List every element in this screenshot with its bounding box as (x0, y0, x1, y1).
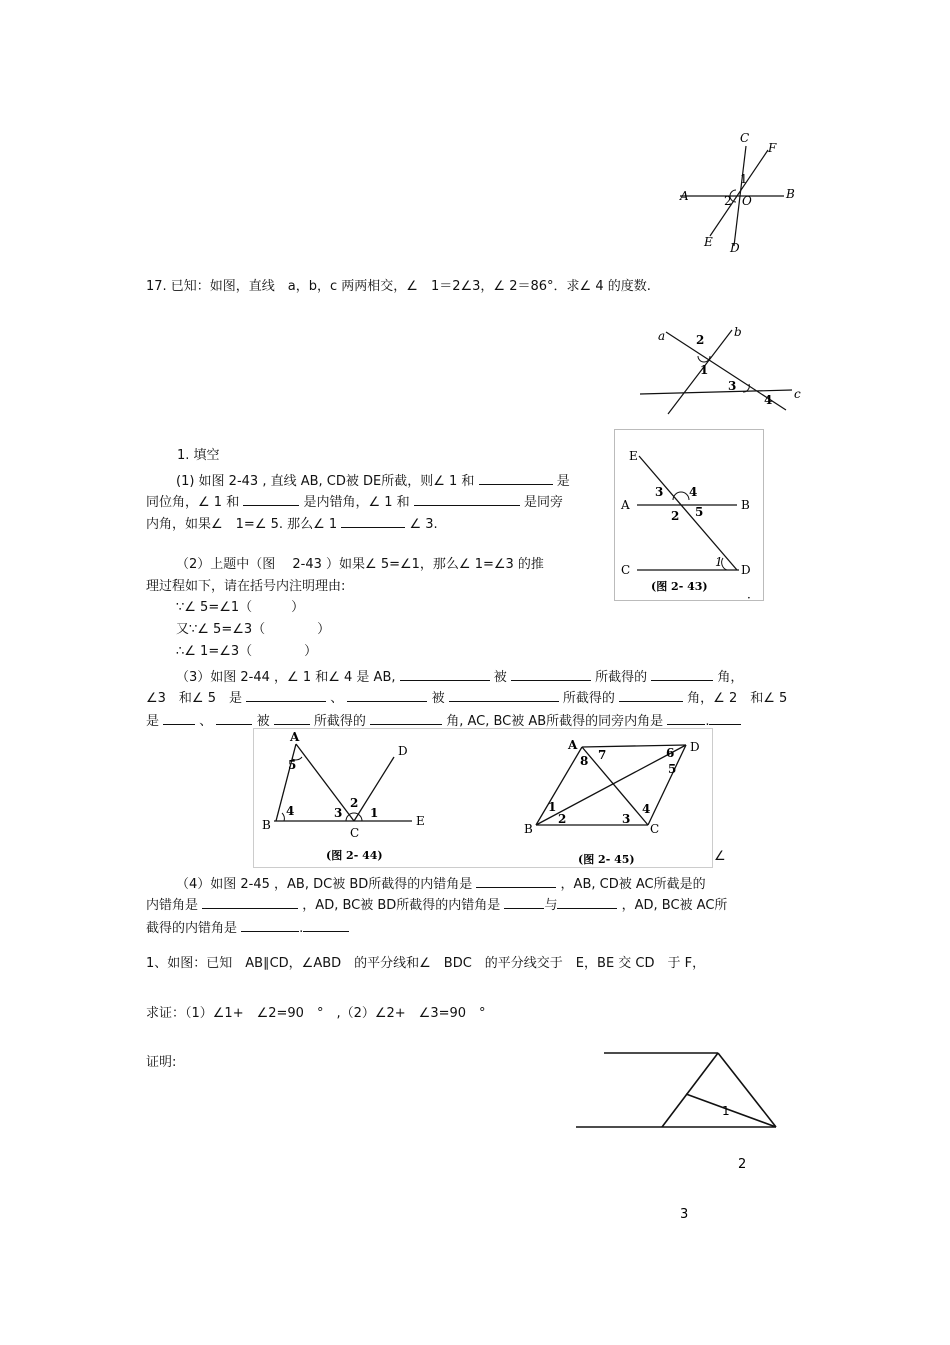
label-1: 1 (722, 1104, 730, 1118)
fill-p2-line1: （2）上题中（图 2-43 ）如果∠ 5=∠1，那么∠ 1=∠3 的推 (176, 557, 544, 572)
label-B: B (524, 822, 533, 836)
label-3: 3 (622, 812, 631, 826)
label-B: B (741, 498, 750, 512)
label-A: A (680, 189, 689, 203)
label-3: 3 (334, 806, 343, 820)
label-2: 2 (724, 194, 732, 208)
fill-p2-line5: ∴∠ 1=∠3（ ） (176, 644, 318, 659)
label-3: 3 (655, 485, 664, 499)
label-O: O (742, 194, 752, 208)
fill-p4-line1: （4）如图 2-45 ，AB, DC被 BD所截得的内错角是 ，AB, CD被 AC所截是的 (176, 873, 706, 894)
label-2: 2 (671, 509, 680, 523)
proof-question: 1、如图：已知 AB∥CD，∠ABD 的平分线和∠ BDC 的平分线交于 E，BE 交 CD 于 F， (146, 956, 706, 971)
proof-ask: 求证：（1）∠1+ ∠2=90 ° ,（2）∠2+ ∠3=90 ° (146, 1006, 486, 1021)
label-3: 3 (680, 1207, 689, 1222)
label-3: 3 (728, 379, 737, 393)
label-a: a (658, 329, 666, 343)
label-E: E (629, 449, 638, 463)
label-D: D (398, 744, 408, 758)
label-1: 1 (548, 800, 557, 814)
label-4: 4 (642, 802, 651, 816)
fill-p3-line3: 是 、 被 所截得的 角, AC, BC被 AB所截得的同旁内角是 . (146, 710, 741, 731)
label-A: A (621, 498, 630, 512)
label-B: B (262, 818, 271, 832)
label-D: D (730, 241, 740, 255)
label-5: 5 (668, 762, 677, 776)
label-2: 2 (350, 796, 359, 810)
label-4: 4 (689, 485, 698, 499)
fill-p1-line3: 内角，如果∠ 1=∠ 5. 那么∠ 1 ∠ 3. (146, 513, 438, 534)
caption-244: (图 2- 44) (326, 849, 383, 862)
label-1: 1 (370, 806, 379, 820)
label-1: 1 (715, 555, 723, 569)
figure-2-43 (614, 429, 764, 601)
label-C: C (350, 826, 360, 840)
label-1: 1 (700, 363, 709, 377)
label-2: 2 (738, 1157, 747, 1172)
figure-intersecting-lines (676, 128, 806, 258)
figure-parallel-bisectors (572, 1048, 782, 1223)
fill-p4-line3: 截得的内错角是 . (146, 917, 349, 938)
label-5: 5 (288, 758, 297, 772)
label-E: E (704, 235, 713, 249)
caption: (图 2- 43) (651, 580, 708, 593)
fill-heading: 1. 填空 (177, 448, 220, 463)
label-E: E (416, 814, 425, 828)
fill-p4-line2: 内错角是 ，AD, BC被 BD所截得的内错角是 与 ，AD, BC被 AC所 (146, 894, 727, 915)
stray-dot: · (747, 591, 751, 600)
fill-p2-line3: ∵∠ 5=∠1（ ） (176, 600, 305, 615)
figure-three-lines (636, 322, 816, 422)
label-C: C (740, 131, 750, 145)
label-C: C (650, 822, 660, 836)
label-7: 7 (598, 748, 607, 762)
label-6: 6 (666, 746, 675, 760)
fill-p2-line2: 理过程如下，请在括号内注明理由: (146, 579, 346, 594)
label-D: D (741, 563, 751, 577)
label-A: A (290, 730, 300, 744)
fill-p3-line1: （3）如图 2-44 ，∠ 1 和∠ 4 是 AB, 被 所截得的 角， (176, 666, 743, 687)
figure-2-44-2-45 (253, 728, 713, 868)
label-C: C (621, 563, 631, 577)
label-5: 5 (695, 505, 704, 519)
stray-angle-mark: ∠ (714, 849, 726, 864)
label-B: B (786, 187, 795, 201)
fill-p2-line4: 又∵∠ 5=∠3（ ） (176, 622, 331, 637)
fill-p1-line1: (1) 如图 2-43 , 直线 AB, CD被 DE所截，则∠ 1 和 是 (176, 470, 570, 491)
label-2: 2 (558, 812, 567, 826)
label-1: 1 (740, 172, 748, 186)
label-8: 8 (580, 754, 589, 768)
fill-p1-line2: 同位角，∠ 1 和 是内错角，∠ 1 和 是同旁 (146, 491, 563, 512)
label-b: b (734, 325, 742, 339)
label-A: A (568, 738, 578, 752)
label-D: D (690, 740, 700, 754)
label-c: c (794, 387, 801, 401)
caption-245: (图 2- 45) (578, 853, 635, 866)
label-4: 4 (764, 393, 773, 407)
label-F: F (768, 141, 777, 155)
question-17: 17. 已知：如图，直线 a，b，c 两两相交，∠ 1＝2∠3，∠ 2＝86°．求∠ 4 的度数. (146, 279, 651, 294)
label-2: 2 (696, 333, 705, 347)
fill-p3-line2: ∠3 和∠ 5 是 、 被 所截得的 角，∠ 2 和∠ 5 (146, 687, 787, 708)
label-4: 4 (286, 804, 295, 818)
proof-label: 证明: (146, 1055, 177, 1070)
